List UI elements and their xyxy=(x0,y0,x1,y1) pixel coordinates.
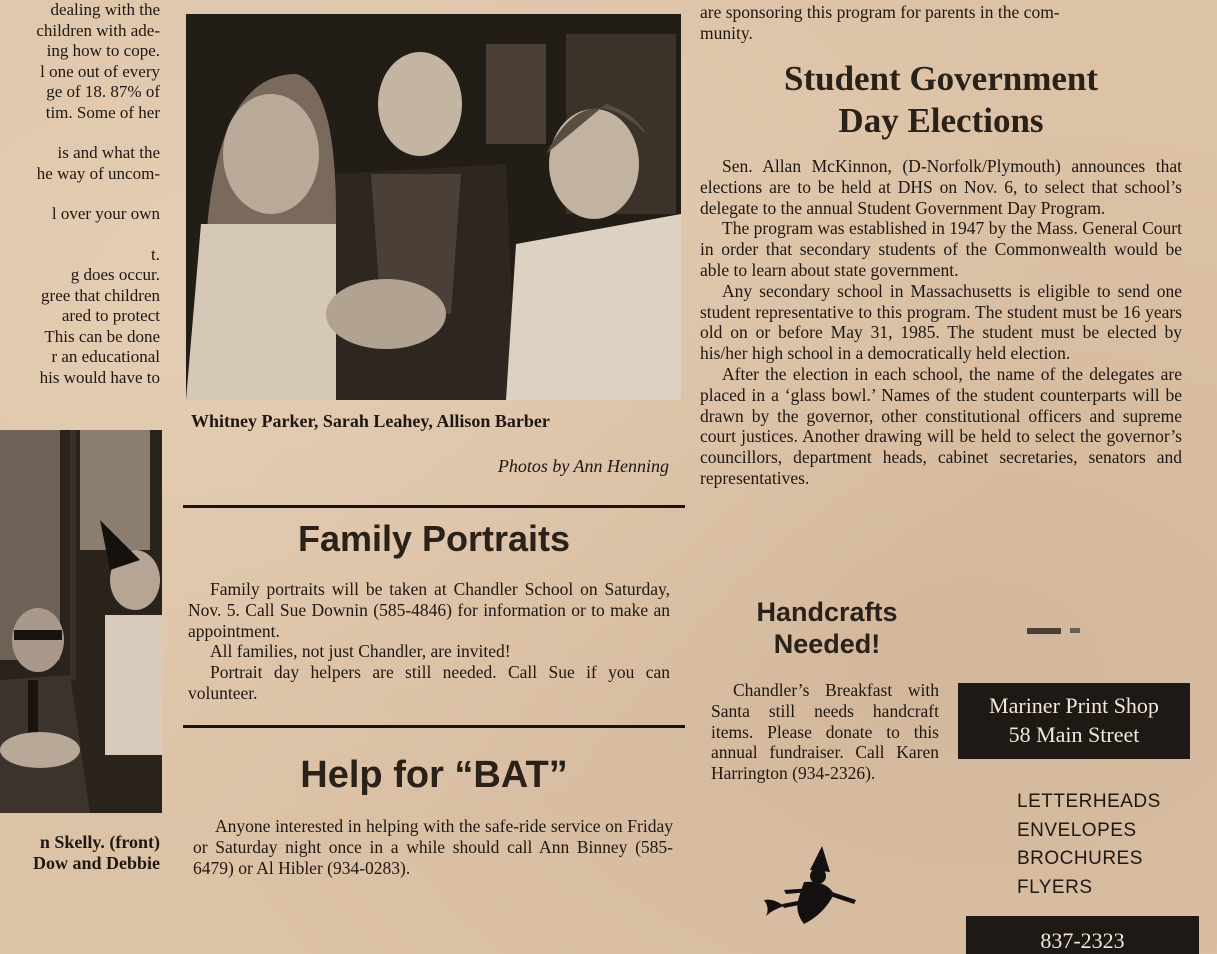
left-line xyxy=(0,184,160,204)
left-caption-line: Dow and Debbie xyxy=(32,853,160,873)
handcrafts-title xyxy=(712,596,942,660)
ad-service-item: BROCHURES xyxy=(1017,848,1143,869)
title-line: Day Elections xyxy=(838,101,1044,140)
left-line: l over your own xyxy=(51,204,160,223)
paragraph: Any secondary school in Massachusetts is eligible to send one student representative to this program. The student must be 16 years old on or before May 31, 1985. The student must be elected by his/her high school in a democratically held election. xyxy=(700,280,1182,364)
paragraph: Family portraits will be taken at Chandler School on Saturday, Nov. 5. Call Sue Downin (585-4846) for information or to make an appointment. xyxy=(188,579,670,641)
left-line xyxy=(0,123,160,143)
top-right-text xyxy=(700,2,1182,44)
handcrafts-body xyxy=(711,680,939,784)
ad-service-item: ENVELOPES xyxy=(1017,819,1137,841)
print-shop-ad-header xyxy=(958,683,1190,759)
left-line: ared to protect xyxy=(61,306,160,325)
title-line: Student Government xyxy=(783,59,1099,98)
left-line: is and what the xyxy=(57,143,160,162)
paragraph: Anyone interested in helping with the safe-ride service on Friday or Saturday night once in a while should call Ann Binney (585-6479) or Al Hibler (934-0283). xyxy=(193,816,673,878)
left-line: he way of uncom- xyxy=(36,163,160,183)
left-column-text xyxy=(0,0,160,388)
photo-credit: Photos by Ann Henning xyxy=(497,456,669,476)
paragraph: All families, not just Chandler, are invited! xyxy=(210,641,511,662)
left-line xyxy=(0,225,160,245)
help-bat-body xyxy=(193,816,673,878)
paragraph: Chandler’s Breakfast with Santa still needs handcraft items. Please donate to this annual fundraiser. Call Karen Harrington (934-2326). xyxy=(711,680,939,784)
left-line: g does occur. xyxy=(70,265,160,284)
title-line: Needed! xyxy=(773,629,881,659)
divider-rule xyxy=(183,505,685,508)
left-photo-caption xyxy=(0,832,160,874)
ink-mark xyxy=(1070,628,1080,633)
paragraph: The program was established in 1947 by the Mass. General Court in order that secondary students of the Commonwealth would be able to learn about state government. xyxy=(700,218,1182,280)
left-line: dealing with the xyxy=(50,0,160,19)
ad-phone-box xyxy=(966,916,1199,954)
left-caption-line: n Skelly. (front) xyxy=(39,832,160,852)
top-photo xyxy=(186,14,681,400)
left-line: This can be done xyxy=(44,326,160,346)
left-photo xyxy=(0,430,162,813)
divider-rule xyxy=(183,725,685,728)
left-line: l one out of every xyxy=(40,61,160,81)
help-bat-title: Help for “BAT” xyxy=(300,754,568,796)
left-line: children with ade- xyxy=(36,20,160,40)
text-line: are sponsoring this program for parents in the com- xyxy=(700,2,1060,22)
title-line: Handcrafts xyxy=(756,597,898,627)
ad-service-item: LETTERHEADS xyxy=(1017,791,1161,812)
left-line: r an educational xyxy=(51,347,160,366)
paragraph: Portrait day helpers are still needed. Call Sue if you can volunteer. xyxy=(188,662,670,703)
left-line: t. xyxy=(151,244,160,264)
top-photo-caption: Whitney Parker, Sarah Leahey, Allison Barber xyxy=(191,411,550,431)
ad-address: 58 Main Street xyxy=(1008,722,1140,747)
witch-illustration xyxy=(764,842,859,934)
student-gov-title xyxy=(700,58,1182,142)
family-portraits-body xyxy=(188,579,670,704)
ink-mark xyxy=(1027,628,1061,634)
ad-services-list xyxy=(1017,788,1161,902)
left-line: tim. Some of her xyxy=(45,102,160,122)
text-line: munity. xyxy=(700,22,753,43)
student-gov-body xyxy=(700,156,1182,489)
left-line: ge of 18. 87% of xyxy=(46,82,160,101)
ad-phone: 837-2323 xyxy=(1040,928,1125,953)
family-portraits-title: Family Portraits xyxy=(297,518,571,559)
ad-service-item: FLYERS xyxy=(1017,876,1093,898)
paragraph: After the election in each school, the name of the delegates are placed in a ‘glass bowl.’ Names of the student counterparts will be drawn by the governor, other constitutional officers and supreme court justices. Another drawing will be held to select the governor’s councillors, department heads, cabinet secretaries, senators and representatives. xyxy=(700,363,1182,488)
left-line: his would have to xyxy=(39,367,160,387)
left-line: ing how to cope. xyxy=(46,41,160,60)
ad-shop-name: Mariner Print Shop xyxy=(989,693,1159,718)
left-line: gree that children xyxy=(41,285,160,305)
paragraph: Sen. Allan McKinnon, (D-Norfolk/Plymouth) announces that elections are to be held at DHS on Nov. 6, to select that school’s delegate to the annual Student Government Day Program. xyxy=(700,156,1182,218)
